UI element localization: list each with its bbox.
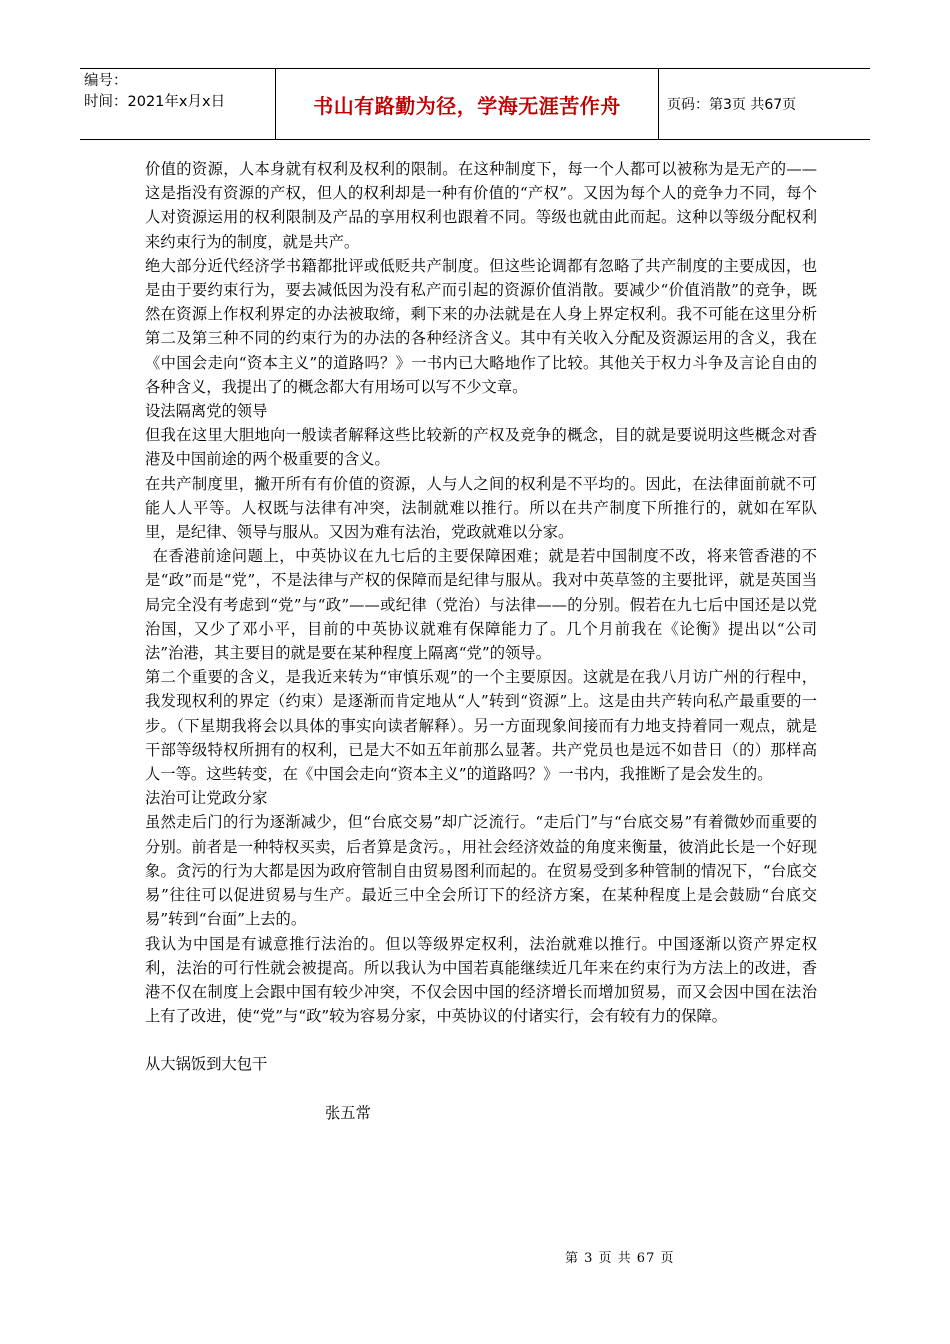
paragraph: 虽然走后门的行为逐渐减少，但“台底交易”却广泛流行。“走后门”与“台底交易”有着微妙而重要的分别。前者是一种特权买卖，后者算是贪污。，用社会经济效益的角度来衡量，彼消此长是一个好现象。贪污的行为大都是因为政府管制自由贸易图利而起的。在贸易受到多种管制的情况下，“台底交易”往往可以促进贸易与生产。最近三中全会所订下的经济方案，在某种程度上是会鼓励“台底交易”转到“台面”上去的。 bbox=[145, 813, 817, 929]
paragraph: 绝大部分近代经济学书籍都批评或低贬共产制度。但这些论调都有忽略了共产制度的主要成因，也是由于要约束行为，要去减低因为没有私产而引起的资源价值消散。要减少“价值消散”的竞争，既然在资源上作权利界定的办法被取缔，剩下来的办法就是在人身上界定权利。我不可能在这里分析第二及第三种不同的约束行为的办法的各种经济含义。其中有关收入分配及资源运用的含义，我在《中国会走向“资本主义”的道路吗？》一书内已大略地作了比较。其他关于权力斗争及言论自由的各种含义，我提出了的概念都大有用场可以写不少文章。 bbox=[145, 256, 817, 396]
next-article-author: 张五常 bbox=[325, 1103, 371, 1122]
next-article-title: 从大锅饭到大包干 bbox=[145, 1055, 268, 1074]
paragraph: 价值的资源，人本身就有权利及权利的限制。在这种制度下，每一个人都可以被称为是无产的——这是指没有资源的产权，但人的权利却是一种有价值的“产权”。又因为每个人的竞争力不同，每个人对资源运用的权利限制及产品的享用权利也跟着不同。等级也就由此而起。这种以等级分配权利来约束行为的制度，就是共产。 bbox=[145, 160, 817, 251]
paragraph: 在香港前途问题上，中英协议在九七后的主要保障困难；就是若中国制度不改，将来管香港的不是“政”而是“党”，不是法律与产权的保障而是纪律与服从。我对中英草签的主要批评，就是英国当局完全没有考虑到“党”与“政”——或纪律（党治）与法律——的分别。假若在九七后中国还是以党治国，又少了邓小平，目前的中英协议就难有保障能力了。几个月前我在《论衡》提出以“公司法”治港，其主要目的就是要在某种程度上隔离“党”的领导。 bbox=[145, 547, 817, 663]
page-header bbox=[80, 68, 870, 140]
page-footer: 第 3 页 共 67 页 bbox=[565, 1251, 675, 1266]
paragraph: 在共产制度里，撇开所有有价值的资源，人与人之间的权利是不平均的。因此，在法律面前就不可能人人平等。人权既与法律有冲突，法制就难以推行。所以在共产制度下所推行的，就如在军队里，是纪律、领导与服从。又因为难有法治，党政就难以分家。 bbox=[145, 474, 817, 542]
paragraph: 我认为中国是有诚意推行法治的。但以等级界定权利，法治就难以推行。中国逐渐以资产界定权利，法治的可行性就会被提高。所以我认为中国若真能继续近几年来在约束行为方法上的改进，香港不仅在制度上会跟中国有较少冲突，不仅会因中国的经济增长而增加贸易，而又会因中国在法治上有了改进，使“党”与“政”较为容易分家，中英协议的付诸实行，会有较有力的保障。 bbox=[145, 934, 817, 1026]
header-motto: 书山有路勤为径，学海无涯苦作舟 bbox=[276, 69, 659, 139]
header-time-label: 时间：2021年x月x日 bbox=[84, 94, 226, 110]
section-heading: 设法隔离党的领导 bbox=[145, 402, 268, 421]
document-body bbox=[145, 157, 817, 1125]
header-meta bbox=[80, 69, 276, 139]
spacer bbox=[145, 1077, 817, 1101]
header-page-info: 页码：第3页 共67页 bbox=[667, 97, 797, 113]
header-number-label: 编号： bbox=[84, 73, 128, 89]
spacer bbox=[145, 1028, 817, 1052]
paragraph: 第二个重要的含义，是我近来转为“审慎乐观”的一个主要原因。这就是在我八月访广州的行程中，我发现权利的界定（约束）是逐渐而肯定地从“人”转到“资源”上。这是由共产转向私产最重要的一步。（下星期我将会以具体的事实向读者解释）。另一方面现象间接而有力地支持着同一观点，就是干部等级特权所拥有的权利，已是大不如五年前那么显著。共产党员也是远不如昔日（的）那样高人一等。这些转变，在《中国会走向“资本主义”的道路吗？》一书内，我推断了是会发生的。 bbox=[145, 668, 817, 784]
section-heading: 法治可让党政分家 bbox=[145, 789, 268, 808]
paragraph: 但我在这里大胆地向一般读者解释这些比较新的产权及竞争的概念，目的就是要说明这些概念对香港及中国前途的两个极重要的含义。 bbox=[145, 426, 817, 469]
